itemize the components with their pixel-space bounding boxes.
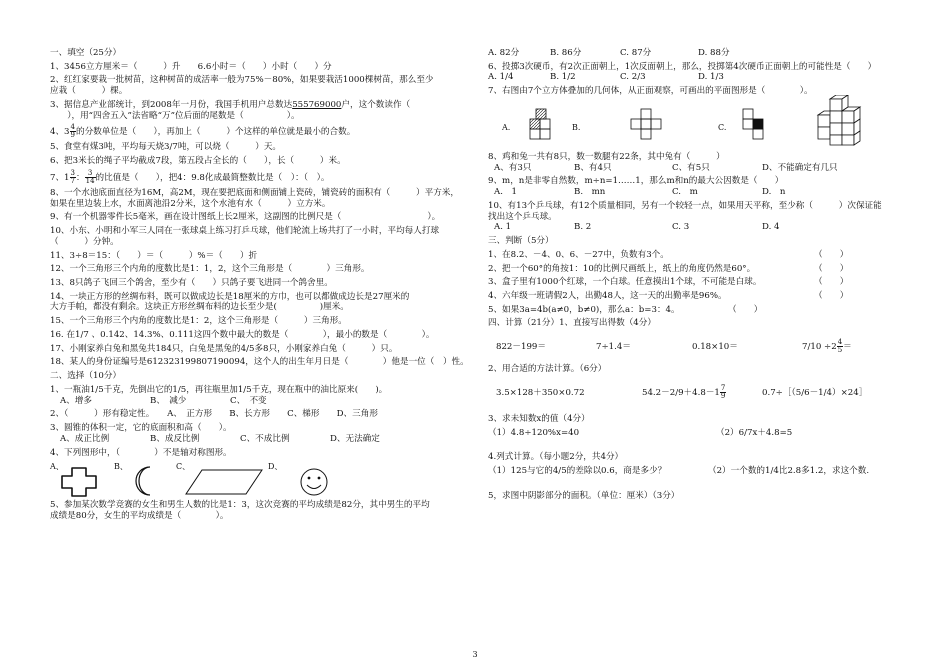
choice-6-option-d: D. 1/3 [698, 72, 724, 83]
q4-numerator: 4 [70, 123, 75, 132]
q4-denominator: 9 [70, 131, 75, 140]
choice-2: 2、（ ）形有稳定性。 A、 正方形 B、长方形 C、梯形 D、三角形 [50, 409, 378, 420]
question-11: 11、3÷8＝15：（ ）＝（ ）%＝（ ）折 [50, 250, 258, 261]
question-14-line2: 大方手帕，都没有剩余。这块正方形丝绸布料的边长至少是( )厘米。 [50, 302, 349, 313]
choice-5-option-c: C. 87分 [620, 48, 652, 58]
choice-3-option-a: A、成正比例 [60, 433, 110, 444]
judge-5-text: 5、如果3a=4b(a≠0，b≠0)，那么a：b=3：4。 [488, 304, 680, 315]
choice-10-option-b: B. 2 [574, 222, 592, 233]
judge-4-text: 4、六年级一班请假2人，出勤48人，这一天的出勤率是96%。 [488, 291, 727, 302]
direct-calc-4 [802, 338, 852, 355]
right-column [488, 48, 910, 502]
question-15: 15、一个三角形三个内角的度数比是1：2，这个三角形是（ ）三角形。 [50, 316, 347, 327]
choice-6-option-a: A. 1/4 [488, 72, 514, 83]
choice-8: 8、鸡和兔一共有8只，数一数腿有22条，其中兔有（ ） [488, 151, 725, 162]
judge-3-mark: （ ） [814, 277, 849, 288]
word-calc-1: （1）125与它的4/5的差除以0.6，商是多少？ [488, 466, 667, 477]
choice-6-option-c: C. 2/3 [620, 72, 646, 83]
q3-text: 3、据信息产业部统计，到2008年一月份，我国手机用户总数达 [50, 99, 293, 110]
e2-denominator: 9 [720, 391, 726, 400]
choice-1-option-b: B、 减少 [150, 395, 187, 406]
choice-7-view-a-icon [528, 107, 558, 141]
question-6: 6、把3米长的绳子平均截成7段，第五段占全长的（ ），长（ ）米。 [50, 156, 346, 167]
direct-calc-1: 822－199＝ [496, 342, 546, 353]
q7-num-1: 3 [70, 168, 75, 177]
d4-numerator: 4 [837, 338, 843, 347]
choice-7-label-a: A. [502, 122, 511, 132]
choice-6-option-b: B. 1/2 [550, 72, 576, 83]
choice-7-view-c-icon [740, 107, 776, 141]
word-calc-title: 4.列式计算。（每小题2分，共4分） [488, 452, 624, 463]
page-number: 3 [472, 650, 478, 659]
judge-1 [488, 250, 910, 261]
question-17: 17、小刚家养白兔和黑兔共184只，白兔是黑兔的4/5多8只，小刚家养白兔（ ）只。 [50, 343, 398, 354]
q4-text: 的分数单位是（ ），再加上（ ）个这样的单位就是最小的合数。 [76, 127, 356, 138]
method-calc-row [488, 385, 910, 400]
q7-den-2: 14 [85, 176, 95, 185]
choice-10-option-d: D. 4 [762, 222, 780, 233]
choice-9-options [488, 187, 910, 198]
method-calc-1: 3.5×128＋350×0.72 [496, 387, 585, 398]
choice-8-option-b: B、有4只 [574, 162, 612, 173]
choice-1: 1、一瓶油1/5千克，先倒出它的1/5，再往瓶里加1/5千克，现在瓶中的油比原来( )。 [50, 384, 388, 395]
q7-colon: ： [76, 172, 85, 183]
question-4 [50, 124, 470, 139]
word-calc-2: （2）一个数的1/4比2.8多1.2，求这个数. [708, 466, 870, 477]
choice-1-option-a: A、增多 [60, 395, 92, 406]
choice-4-shape-d [270, 462, 350, 498]
question-8-line1: 8、一个水池底面直径为16M，高2M，现在要把底面和侧面铺上瓷砖，铺瓷砖的面积有（ ）平方米， [50, 187, 460, 198]
question-18: 18、某人的身份证编号是612323199807190094，这个人的出生年月日是（ ）他是一位（ ）性。 [50, 357, 469, 368]
choice-10-option-c: C. 3 [672, 222, 690, 233]
choice-3-option-b: B、成反比例 [150, 433, 200, 444]
choice-10-line1: 10、有13个乒乓球，有12个质量相同，另有一个较轻一点，如果用天平称，至少称（ ）次保证能 [488, 200, 882, 211]
judge-4-mark: （ ） [814, 291, 849, 302]
shaded-area-question: 5，求图中阴影部分的面积。（单位：厘米）（3分） [488, 490, 680, 501]
question-2-line1: 2、红红家要栽一批树苗，这种树苗的成活率一般为75%－80%，如果要栽活1000棵树苗，那么至少 [50, 75, 434, 86]
choice-10-option-a: A. 1 [494, 222, 512, 233]
method-calc-2 [642, 385, 762, 400]
judge-2-mark: （ ） [814, 263, 849, 274]
choice-8-option-d: D、不能确定有几只 [762, 162, 838, 173]
question-10-line1: 10、小东、小明和小军三人同在一张球桌上练习打乒乓球，他们轮流上场共打了一小时，平均每人打球 [50, 226, 440, 237]
choice-5-option-a: A. 82分 [488, 48, 520, 58]
q3-number: 555769000 [292, 99, 342, 110]
solve-x-row [488, 428, 910, 439]
judge-1-text: 1、在8.2、－4、0、6、－27中，负数有3个。 [488, 249, 669, 260]
judge-5 [488, 305, 910, 316]
section-judge-title: 三、判断（5分） [488, 236, 554, 247]
left-column [50, 48, 470, 522]
choice-3: 3、圆锥的体积一定，它的底面积和高（ ）。 [50, 423, 232, 434]
judge-4 [488, 291, 910, 302]
method-calc-2-text: 54.2－2/9＋4.8－1 [642, 387, 720, 398]
judge-2-text: 2、把一个60°的角按1：10的比例尺画纸上，纸上的角度仍然是60°。 [488, 263, 756, 274]
choice-5-option-b: B. 86分 [550, 48, 582, 58]
question-16: 16. 在1/7 、0.142、14.3%、0.111这四个数中最大的数是（ ），最小的数是（ ）。 [50, 329, 435, 340]
choice-9: 9、m，n是非零自然数，m÷n=1……1，那么m和n的最大公因数是（ ） [488, 176, 784, 187]
q4-whole: 4、3 [50, 127, 70, 138]
q3-text-end: 户，这个数读作（ [341, 99, 411, 110]
choice-1-option-c: C、 不变 [230, 395, 267, 406]
q7-whole: 7、1 [50, 172, 70, 183]
shape-c-label: C、 [176, 462, 191, 472]
method-calc-2-fraction [720, 385, 726, 400]
judge-3-text: 3、盒子里有1000个红球，一个白球。任意摸出1个球，不可能是白球。 [488, 277, 762, 288]
choice-9-option-d: D. n [762, 187, 786, 198]
choice-7-label-c: C. [718, 122, 727, 132]
choice-9-option-b: B. mn [574, 187, 606, 198]
choice-3-option-c: C、不成比例 [240, 433, 290, 444]
question-14-line1: 14、一块正方形的丝绸布料，既可以做成边长是18厘米的方巾，也可以都做成边长是27厘米的 [50, 291, 410, 302]
choice-4-shape-a [50, 462, 120, 498]
choice-7-figures [488, 101, 910, 149]
section-calc-title: 四、计算（21分）1、直接写出得数（4分） [488, 318, 656, 329]
shape-a-label: A、 [50, 462, 64, 472]
stacked-cubes-icon [810, 95, 870, 149]
direct-calc-2: 7÷1.4＝ [596, 342, 631, 353]
choice-9-option-a: A. 1 [494, 187, 517, 198]
shape-d-label: D、 [268, 462, 283, 472]
question-5: 5、食堂有煤3吨，平均每天烧3/7吨，可以烧（ ）天。 [50, 142, 282, 153]
direct-calc-4-eq: ＝ [843, 342, 852, 353]
question-9: 9、有一个机器零件长5毫米，画在设计图纸上长2厘米，这副图的比例尺是（ ）。 [50, 212, 441, 223]
choice-8-options [488, 163, 910, 174]
question-10-line2: （ ）分钟。 [50, 236, 119, 247]
choice-5-options [488, 48, 910, 59]
choice-6-options [488, 72, 910, 83]
method-calc-3: 0.7÷［（5/6－1/4）×24］ [762, 387, 868, 398]
solve-x-1: （1）4.8÷120%x=40 [488, 427, 580, 438]
question-1: 1、3456立方厘米＝（ ）升 6.6小时＝（ ）小时（ ）分 [50, 61, 332, 72]
judge-3 [488, 277, 910, 288]
choice-7: 7、右图由7个立方体叠加的几何体，从正面观察，可画出的平面图形是（ ）。 [488, 86, 813, 97]
direct-calc-row [488, 339, 910, 354]
choice-9-option-c: C. m [672, 187, 698, 198]
choice-10-options [488, 222, 910, 233]
judge-2 [488, 264, 910, 275]
question-8-line2: 如果在里边装上水，水面离池沿2分米，这个水池有水（ ）立方米。 [50, 198, 331, 209]
shape-b-label: B、 [114, 462, 128, 472]
section-fill-title: 一、填空（25分） [50, 48, 122, 58]
question-2-line2: 应栽（ ）棵。 [50, 86, 128, 97]
judge-5-mark: （ ） [728, 304, 763, 315]
solve-x-title: 3、求未知数x的值（4分） [488, 413, 590, 424]
direct-calc-3: 0.18×10＝ [692, 342, 738, 353]
choice-5-option-d: D. 88分 [698, 48, 730, 58]
choice-10-line2: 找出这个乒乓球。 [488, 211, 557, 222]
choice-3-options [50, 434, 470, 445]
parallelogram-icon [180, 462, 270, 498]
choice-4-shape-b [114, 462, 180, 498]
choice-4: 4、下列图形中，（ ）不是轴对称图形。 [50, 447, 232, 458]
question-7 [50, 170, 470, 185]
choice-1-options [50, 396, 470, 407]
d4-denominator: 5 [837, 346, 843, 355]
question-3-line1 [50, 100, 470, 111]
q7-den-1: 7 [70, 176, 75, 185]
question-12: 12、一个三角形三个内角的度数比是1：1，2，这个三角形是（ ）三角形。 [50, 264, 370, 275]
choice-5-line1: 5、参加某次数学竞赛的女生和男生人数的比是1：3，这次竞赛的平均成绩是82分，其中男生的平均 [50, 500, 430, 511]
e2-numerator: 7 [720, 383, 726, 392]
solve-x-2: （2）6/7x＋4.8=5 [716, 427, 793, 438]
choice-8-option-a: A、有3只 [494, 162, 532, 173]
choice-8-option-c: C、有5只 [672, 162, 710, 173]
choice-6: 6、投掷3次硬币，有2次正面朝上，1次反面朝上，那么，投掷第4次硬币正面朝上的可能性是（ ） [488, 61, 877, 72]
choice-7-view-b-icon [628, 107, 668, 141]
q7-num-2: 3 [85, 170, 96, 178]
judge-1-mark: （ ） [814, 249, 849, 260]
question-3-line2: ），用“四舍五入”法省略“万”位后面的尾数是（ ）。 [50, 110, 300, 121]
choice-4-shape-c [176, 462, 270, 498]
choice-7-label-b: B. [572, 122, 581, 132]
choice-3-option-d: D、无法确定 [330, 433, 380, 444]
question-13: 13、8只鸽子飞回三个鸽舍，至少有（ ）只鸽子要飞进同一个鸽舍里。 [50, 278, 333, 289]
word-calc-row [488, 466, 910, 477]
method-calc-title: 2、用合适的方法计算。（6分） [488, 364, 607, 375]
choice-4-shapes [50, 462, 470, 498]
q7-text: 的比值是（ ），把4：9.8化成最简整数比是（ ）：（ ）。 [95, 172, 330, 183]
direct-calc-4-text: 7/10 ÷2 [802, 342, 837, 353]
q7-fraction-2 [85, 170, 96, 185]
choice-5-line2: 成绩是80分，女生的平均成绩是（ ）。 [50, 511, 229, 522]
section-choice-title: 二、选择（10分） [50, 371, 122, 382]
